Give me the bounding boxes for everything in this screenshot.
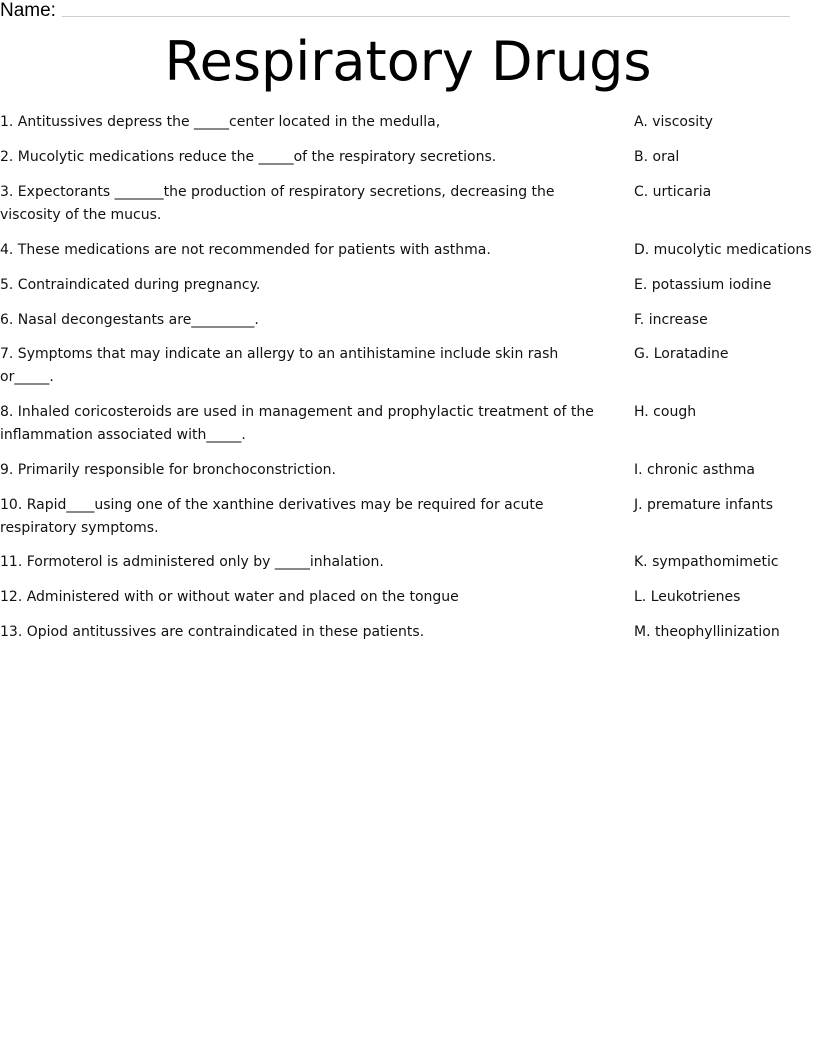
answer-h: H. cough bbox=[634, 404, 697, 420]
answer-k: K. sympathomimetic bbox=[634, 554, 779, 570]
answer-e: E. potassium iodine bbox=[634, 277, 772, 293]
name-label: Name: bbox=[0, 0, 56, 21]
answer-a: A. viscosity bbox=[634, 114, 713, 130]
answer-g: G. Loratadine bbox=[634, 346, 729, 362]
question-7: 7. Symptoms that may indicate an allergy to an antihistamine include skin rash or_____. bbox=[0, 346, 559, 385]
question-5: 5. Contraindicated during pregnancy. bbox=[0, 277, 261, 293]
question-10: 10. Rapid____using one of the xanthine derivatives may be required for acute respiratory symptoms. bbox=[0, 497, 544, 536]
question-2: 2. Mucolytic medications reduce the _____of the respiratory secretions. bbox=[0, 149, 497, 165]
answer-i: I. chronic asthma bbox=[634, 462, 755, 478]
question-6: 6. Nasal decongestants are_________. bbox=[0, 312, 259, 328]
name-row bbox=[0, 0, 790, 24]
answer-j: J. premature infants bbox=[634, 497, 773, 513]
answer-b: B. oral bbox=[634, 149, 680, 165]
question-8: 8. Inhaled coricosteroids are used in management and prophylactic treatment of the inflammation associated with_____. bbox=[0, 404, 594, 443]
question-13: 13. Opiod antitussives are contraindicated in these patients. bbox=[0, 624, 425, 640]
answer-d: D. mucolytic medications bbox=[634, 242, 812, 258]
question-9: 9. Primarily responsible for bronchoconstriction. bbox=[0, 462, 336, 478]
question-3: 3. Expectorants _______the production of respiratory secretions, decreasing the viscosity of the mucus. bbox=[0, 184, 555, 223]
page-title: Respiratory Drugs bbox=[164, 30, 652, 93]
answer-c: C. urticaria bbox=[634, 184, 712, 200]
name-input-line[interactable] bbox=[62, 16, 790, 17]
answer-f: F. increase bbox=[634, 312, 708, 328]
question-12: 12. Administered with or without water and placed on the tongue bbox=[0, 589, 459, 605]
question-4: 4. These medications are not recommended for patients with asthma. bbox=[0, 242, 491, 258]
answer-l: L. Leukotrienes bbox=[634, 589, 741, 605]
question-1: 1. Antitussives depress the _____center located in the medulla, bbox=[0, 114, 441, 130]
answer-m: M. theophyllinization bbox=[634, 624, 780, 640]
question-11: 11. Formoterol is administered only by _____inhalation. bbox=[0, 554, 384, 570]
